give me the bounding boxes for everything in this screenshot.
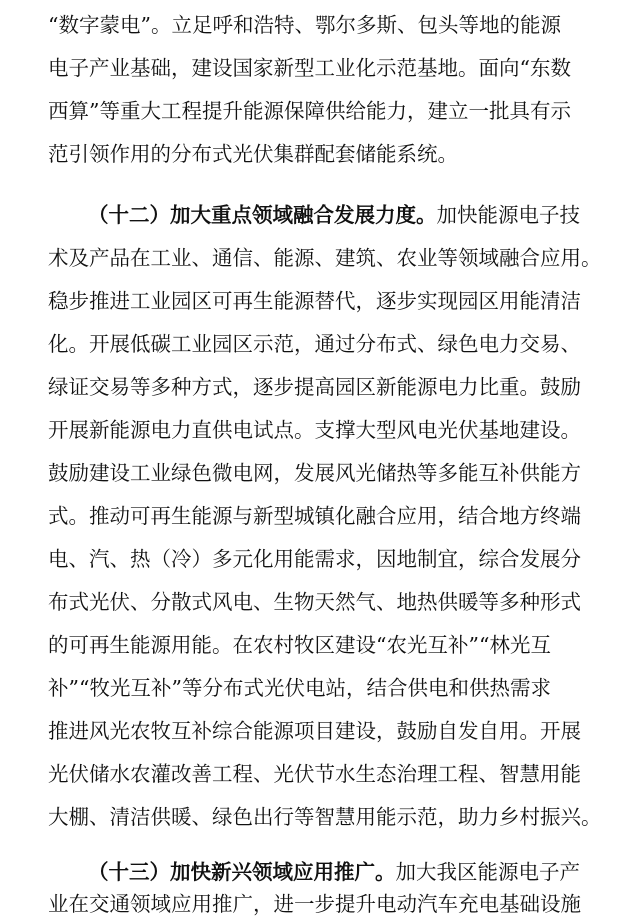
paragraph-2-line-3: 稳步推进工业园区可再生能源替代，逐步实现园区用能清洁 [48, 289, 581, 313]
paragraph-3-first-line-text: 加大我区能源电子产 [395, 860, 580, 884]
paragraph-2-first-line-text: 加快能源电子技 [436, 203, 580, 227]
paragraph-2-line-4: 化。开展低碳工业园区示范，通过分布式、绿色电力交易、 [48, 332, 581, 356]
paragraph-1-line-2: 电子产业基础，建设国家新型工业化示范基地。面向“东数 [48, 56, 571, 80]
paragraph-2-line-13: 推进风光农牧互补综合能源项目建设，鼓励自发自用。开展 [48, 719, 581, 743]
paragraph-2-line-6: 开展新能源电力直供电试点。支撑大型风电光伏基地建设。 [48, 418, 581, 442]
paragraph-3-line-2: 业在交通领域应用推广，进一步提升电动汽车充电基础设施 [48, 892, 581, 916]
paragraph-1-line-1: “数字蒙电”。立足呼和浩特、鄂尔多斯、包头等地的能源 [48, 13, 561, 37]
paragraph-2-line-12: 补”“牧光互补”等分布式光伏电站，结合供电和供热需求 [48, 676, 551, 700]
paragraph-2-line-2: 术及产品在工业、通信、能源、建筑、农业等领域融合应用。 [48, 246, 602, 270]
paragraph-2-line-11: 的可再生能源用能。在农村牧区建设“农光互补”“林光互 [48, 633, 551, 657]
paragraph-2-line-9: 电、汽、热（冷）多元化用能需求，因地制宜，综合发展分 [48, 547, 581, 571]
paragraph-2-line-8: 式。推动可再生能源与新型城镇化融合应用，结合地方终端 [48, 504, 581, 528]
section-13-heading: （十三）加快新兴领域应用推广。 [88, 860, 396, 884]
paragraph-2-first-line [88, 198, 621, 232]
paragraph-1-line-3: 西算”等重大工程提升能源保障供给能力，建立一批具有示 [48, 99, 571, 123]
paragraph-1-line-4: 范引领作用的分布式光伏集群配套储能系统。 [48, 142, 458, 166]
paragraph-2-line-14: 光伏储水农灌改善工程、光伏节水生态治理工程、智慧用能 [48, 762, 581, 786]
paragraph-2-line-10: 布式光伏、分散式风电、生物天然气、地热供暖等多种形式 [48, 590, 581, 614]
paragraph-2-line-5: 绿证交易等多种方式，逐步提高园区新能源电力比重。鼓励 [48, 375, 581, 399]
paragraph-2-line-7: 鼓励建设工业绿色微电网，发展风光储热等多能互补供能方 [48, 461, 581, 485]
paragraph-2-line-15: 大棚、清洁供暖、绿色出行等智慧用能示范，助力乡村振兴。 [48, 805, 602, 829]
section-12-heading: （十二）加大重点领域融合发展力度。 [88, 203, 437, 227]
paragraph-3-first-line [88, 855, 621, 889]
